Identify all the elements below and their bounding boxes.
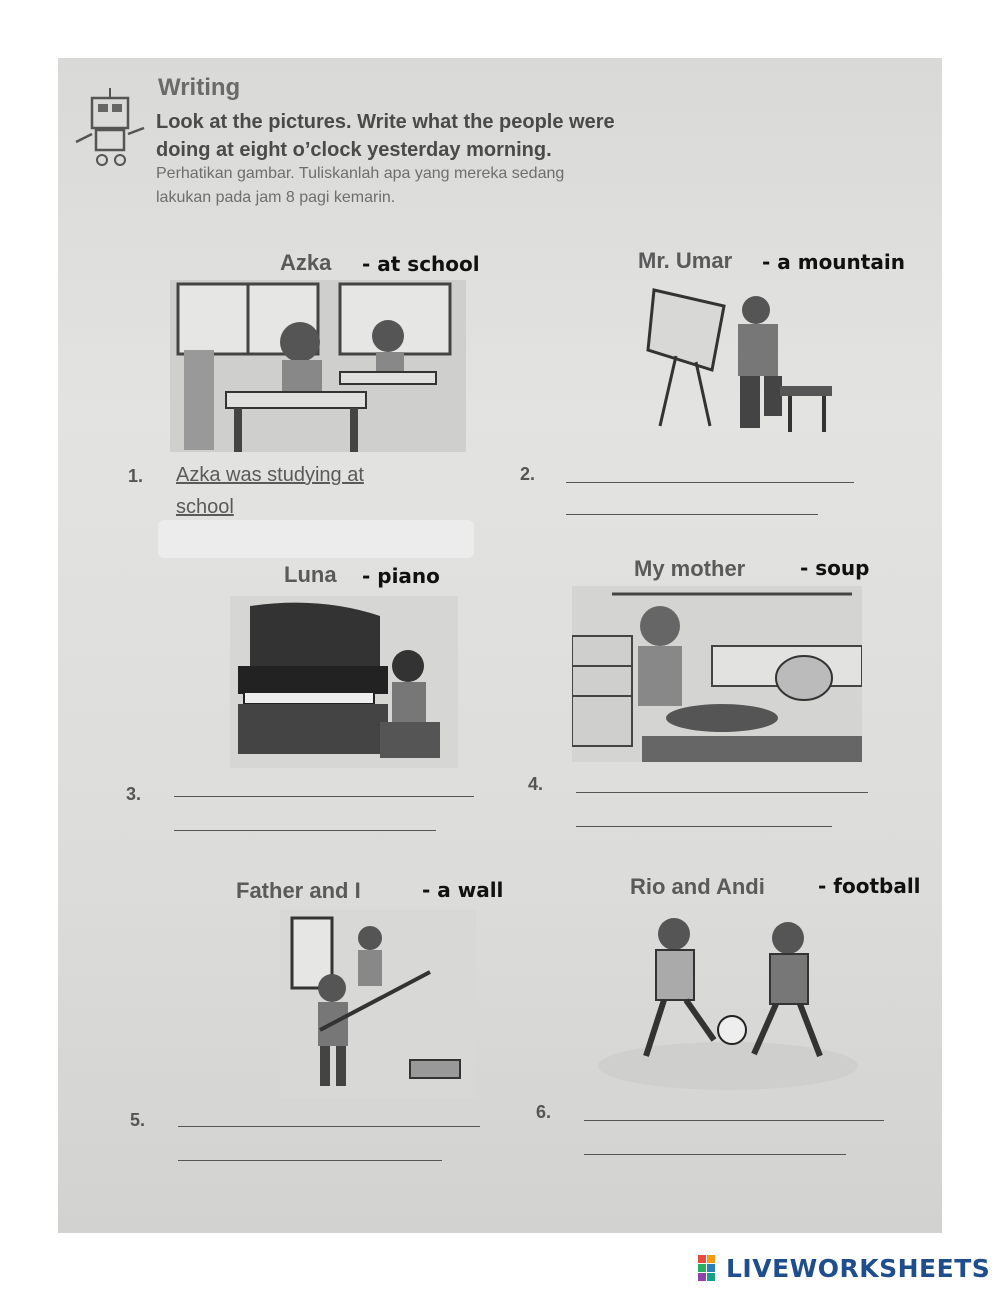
item-4-number: 4. — [528, 774, 544, 794]
instruction-indonesian-line-2: lakukan pada jam 8 pagi kemarin. — [156, 189, 396, 206]
item-2-number: 2. — [520, 464, 536, 484]
item-6-answer-line-2[interactable] — [584, 1154, 846, 1155]
worksheet-page — [58, 58, 942, 1233]
item-5-answer-line-2[interactable] — [178, 1160, 442, 1161]
item-5-number: 5. — [130, 1110, 146, 1130]
item-6-hint: - football — [818, 874, 921, 898]
item-1-hint: - at school — [362, 252, 480, 276]
item-5-hint: - a wall — [422, 878, 504, 902]
item-2-answer-line-2[interactable] — [566, 514, 818, 515]
item-1-name: Azka — [280, 250, 332, 275]
item-2-hint: - a mountain — [762, 250, 905, 274]
item-4-name: My mother — [634, 556, 746, 581]
item-4-answer-line-1[interactable] — [576, 792, 868, 793]
liveworksheets-logo — [698, 1254, 990, 1282]
piano-picture — [230, 596, 458, 768]
item-6-number: 6. — [536, 1102, 552, 1122]
instruction-english-line-1: Look at the pictures. Write what the people were — [156, 111, 615, 133]
robot-mascot-icon — [70, 84, 156, 174]
instruction-english-line-2: doing at eight o’clock yesterday morning. — [156, 139, 552, 161]
painter-picture — [640, 286, 850, 442]
section-heading: Writing — [158, 74, 241, 101]
item-5-name: Father and I — [236, 878, 361, 903]
item-3-number: 3. — [126, 784, 142, 804]
classroom-picture — [170, 280, 466, 452]
item-3-hint: - piano — [362, 564, 440, 588]
cooking-picture — [572, 586, 862, 762]
instruction-indonesian-line-1: Perhatikan gambar. Tuliskanlah apa yang mereka sedang — [156, 165, 565, 182]
item-2-name: Mr. Umar — [638, 248, 733, 273]
painting-wall-picture — [280, 910, 476, 1098]
item-1-answer-line-2: school — [176, 496, 234, 518]
item-4-hint: - soup — [800, 556, 870, 580]
football-picture — [594, 916, 862, 1090]
item-6-name: Rio and Andi — [630, 874, 765, 899]
item-1-answer-box[interactable] — [158, 520, 474, 558]
item-5-answer-line-1[interactable] — [178, 1126, 480, 1127]
item-3-answer-line-1[interactable] — [174, 796, 474, 797]
item-6-answer-line-1[interactable] — [584, 1120, 884, 1121]
logo-text: LIVEWORKSHEETS — [726, 1253, 991, 1283]
logo-blocks-icon — [698, 1255, 724, 1281]
item-1-answer-line-1: Azka was studying at — [176, 464, 364, 486]
item-2-answer-line-1[interactable] — [566, 482, 854, 483]
item-1-number: 1. — [128, 466, 144, 486]
item-3-answer-line-2[interactable] — [174, 830, 436, 831]
item-4-answer-line-2[interactable] — [576, 826, 832, 827]
item-3-name: Luna — [284, 562, 337, 587]
